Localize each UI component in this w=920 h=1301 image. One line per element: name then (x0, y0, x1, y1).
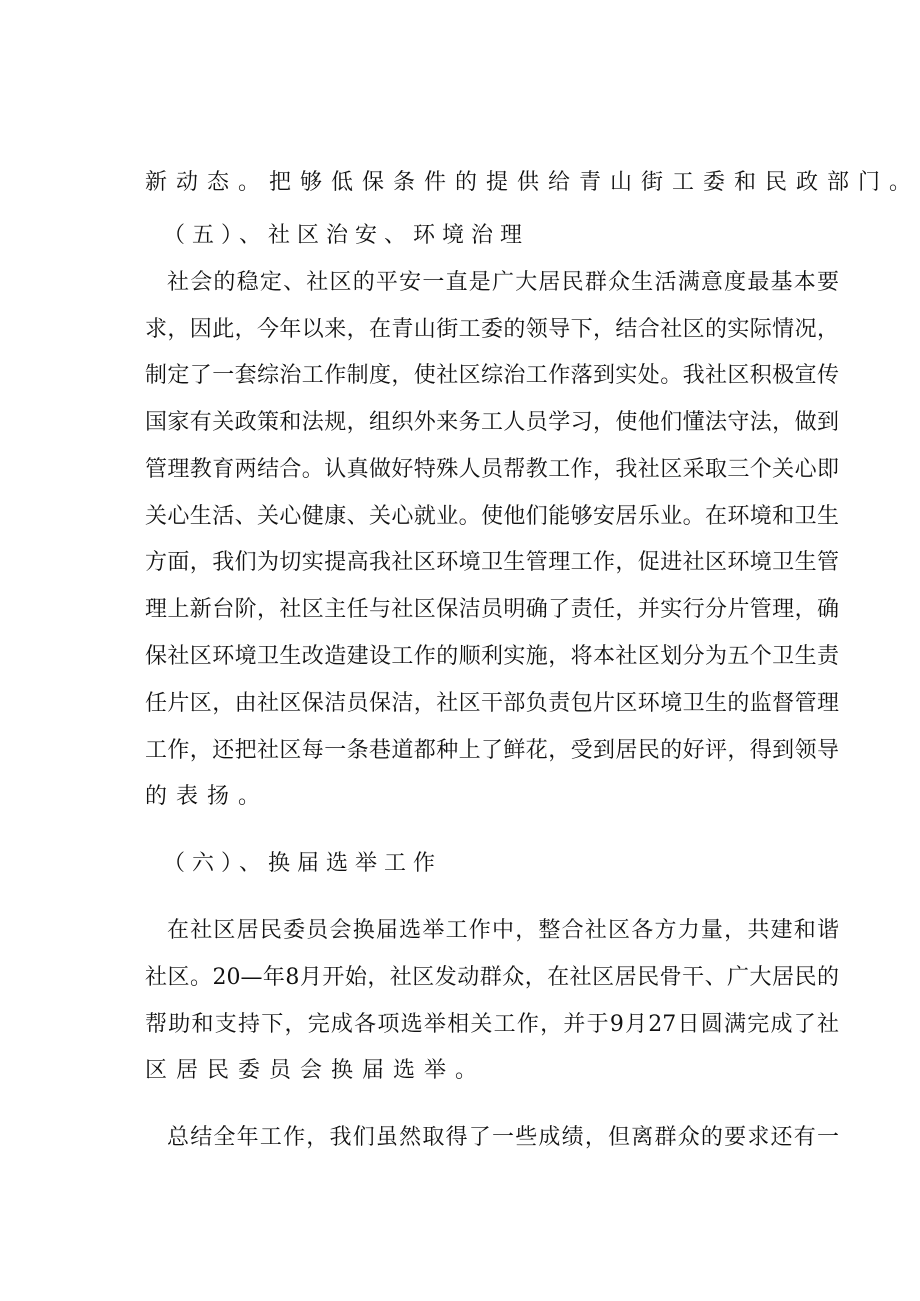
paragraph-line: 求，因此，今年以来，在青山街工委的领导下，结合社区的实际情况， (145, 317, 839, 342)
paragraph-line: 任片区，由社区保洁员保洁，社区干部负责包片区环境卫生的监督管理 (145, 691, 839, 716)
paragraph-line: 方面，我们为切实提高我社区环境卫生管理工作，促进社区环境卫生管 (145, 550, 839, 575)
section-heading-5: （五）、社区治安、环境治理 (163, 223, 530, 248)
paragraph-line: 社会的稳定、社区的平安一直是广大居民群众生活满意度最基本要 (167, 270, 839, 295)
paragraph-line: 帮助和支持下，完成各项选举相关工作，并于9月27日圆满完成了社 (145, 1012, 839, 1037)
section-heading-6: （六）、换届选举工作 (163, 851, 443, 876)
paragraph-line: 的表扬。 (145, 784, 270, 809)
paragraph-line: 区居民委员会换届选举。 (145, 1058, 487, 1083)
paragraph-line: 保社区环境卫生改造建设工作的顺利实施，将本社区划分为五个卫生责 (145, 644, 839, 669)
paragraph-line: 理上新台阶，社区主任与社区保洁员明确了责任，并实行分片管理，确 (145, 597, 839, 622)
paragraph-line: 制定了一套综治工作制度，使社区综治工作落到实处。我社区积极宣传 (145, 363, 839, 388)
paragraph-line: 工作，还把社区每一条巷道都种上了鲜花，受到居民的好评，得到领导 (145, 738, 839, 763)
paragraph-line: 新动态。把够低保条件的提供给青山街工委和民政部门。 (145, 170, 920, 195)
paragraph-line: 国家有关政策和法规，组织外来务工人员学习，使他们懂法守法，做到 (145, 410, 839, 435)
paragraph-line: 在社区居民委员会换届选举工作中，整合社区各方力量，共建和谐 (167, 918, 839, 943)
paragraph-line: 管理教育两结合。认真做好特殊人员帮教工作，我社区采取三个关心即 (145, 457, 839, 482)
paragraph-line: 关心生活、关心健康、关心就业。使他们能够安居乐业。在环境和卫生 (145, 504, 839, 529)
paragraph-line: 社区。20—年8月开始，社区发动群众，在社区居民骨干、广大居民的 (145, 965, 839, 990)
paragraph-line: 总结全年工作，我们虽然取得了一些成绩，但离群众的要求还有一 (167, 1125, 839, 1150)
